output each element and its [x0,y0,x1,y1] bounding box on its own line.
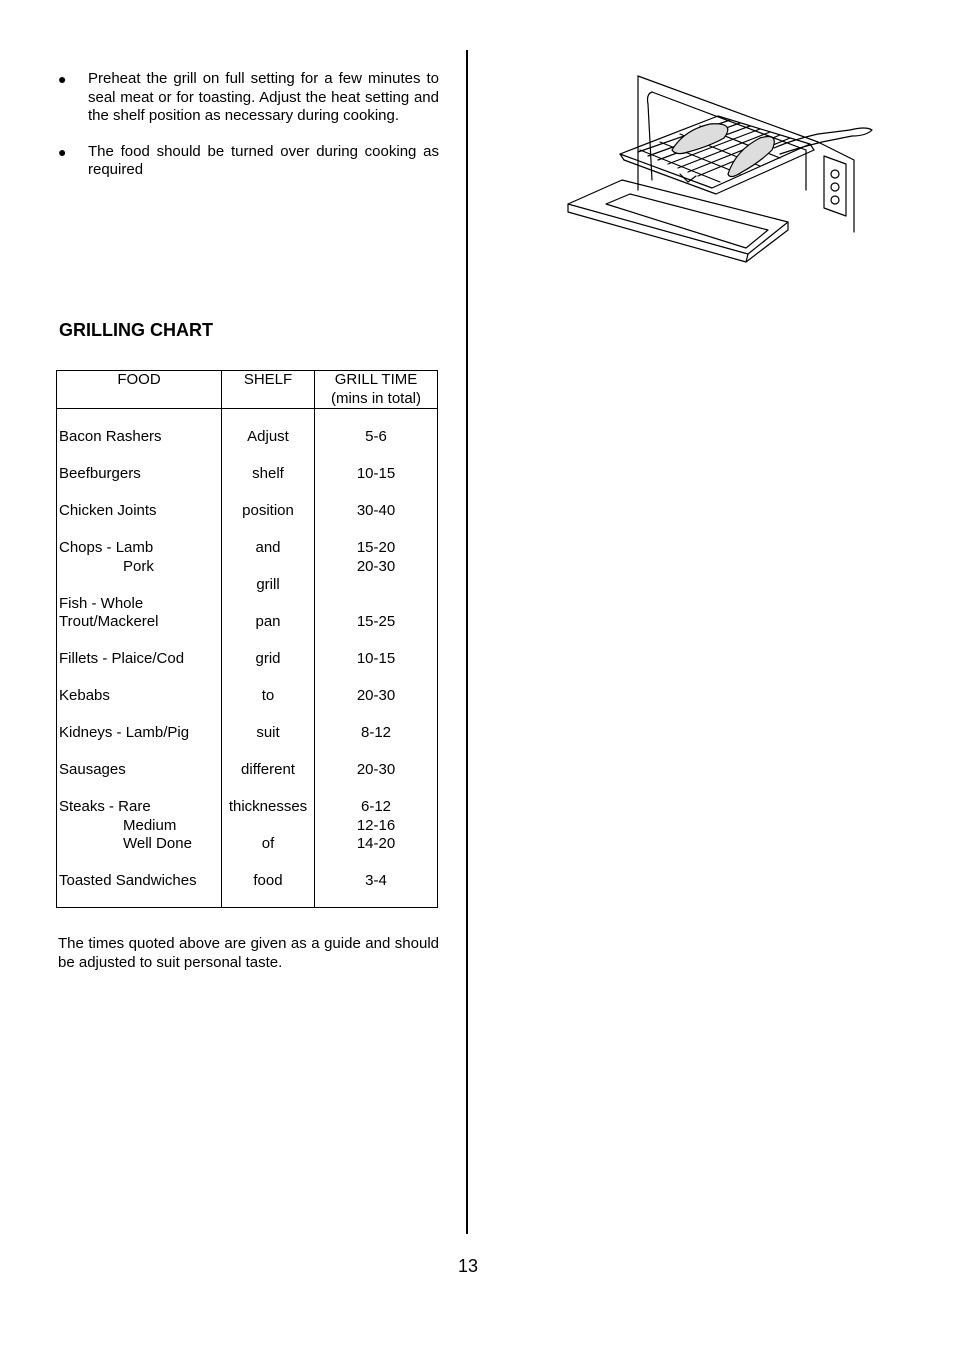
grilling-chart-table [56,370,438,908]
time-trout: 15-25 [356,613,396,630]
time-fillets: 10-15 [356,650,396,667]
food-fillets: Fillets - Plaice/Cod [59,650,185,667]
shelf-column [222,409,315,908]
food-column [57,409,222,908]
table-body-row [57,409,438,908]
shelf-word: suit [256,724,280,741]
food-steaks-medium: Medium [123,816,177,834]
time-steaks-medium: 12-16 [356,816,396,834]
guide-note: The times quoted above are given as a guide and should be adjusted to suit personal taste. [58,935,439,971]
food-kebabs: Kebabs [59,687,110,704]
shelf-word: and [255,539,281,556]
instruction-item [58,143,439,180]
food-bacon: Bacon Rashers [59,428,162,445]
time-toasted: 3-4 [365,872,387,889]
shelf-word: of [261,835,275,852]
time-steaks-rare: 6-12 [360,798,392,815]
shelf-word: different [241,761,295,778]
shelf-word: position [242,502,294,519]
instruction-text: The food should be turned over during cooking as required [88,142,439,178]
grilling-chart-heading: GRILLING CHART [59,320,213,340]
time-kidneys: 8-12 [360,724,392,741]
time-steaks-welldone: 14-20 [356,835,396,852]
shelf-column-header: SHELF [222,371,315,409]
food-chicken: Chicken Joints [59,502,157,519]
shelf-word: to [261,687,275,704]
time-chicken: 30-40 [356,502,396,519]
instruction-item [58,70,439,126]
oven-grill-illustration [560,70,880,270]
table-header-row [57,371,438,409]
time-sausages: 20-30 [356,761,396,778]
instruction-list [58,70,439,197]
time-chops-pork: 20-30 [356,557,396,575]
grill-time-column [315,409,438,908]
time-chops-lamb: 15-20 [356,539,396,556]
food-sausages: Sausages [59,761,126,778]
shelf-word: grill [256,576,280,593]
grill-time-header-line2: (mins in total) [330,389,422,407]
instruction-text: Preheat the grill on full setting for a few minutes to seal meat or for toasting. Adjust the heat setting and the shelf position as necessary during cooking. [88,70,439,124]
food-chops: Chops - Lamb [59,539,154,556]
bullet-icon: ● [58,71,67,87]
time-bacon: 5-6 [365,428,387,445]
food-beefburgers: Beefburgers [59,465,141,482]
food-chops-pork: Pork [123,557,154,575]
shelf-word: thicknesses [228,798,308,815]
column-divider [466,50,468,1234]
food-fish: Fish - Whole [59,594,144,612]
page-number: 13 [458,1256,479,1276]
shelf-word: pan [255,613,281,630]
food-column-header: FOOD [57,371,222,409]
shelf-word: grid [255,650,281,667]
time-beefburgers: 10-15 [356,465,396,482]
food-trout: Trout/Mackerel [59,613,159,630]
food-steaks: Steaks - Rare [59,798,151,815]
food-toasted: Toasted Sandwiches [59,872,197,889]
shelf-word: shelf [252,465,284,482]
food-kidneys: Kidneys - Lamb/Pig [59,724,190,741]
shelf-word: food [253,872,283,889]
grill-time-header-line1: GRILL TIME [334,371,418,388]
time-kebabs: 20-30 [356,687,396,704]
bullet-icon: ● [58,143,67,160]
food-steaks-welldone: Well Done [123,835,192,852]
shelf-word: Adjust [247,428,289,445]
grill-time-column-header [315,371,438,409]
